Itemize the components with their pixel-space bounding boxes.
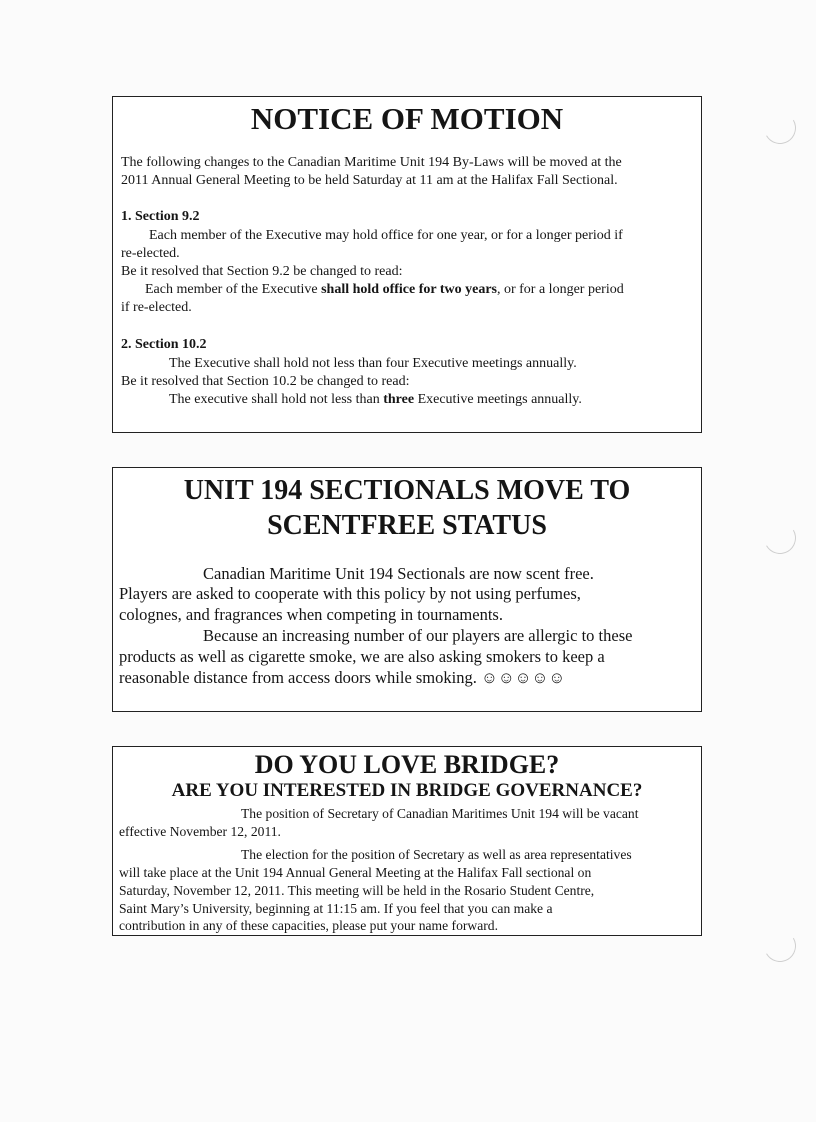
section-9-2-new-text: if re-elected. [121,300,192,315]
section-9-2-emphasis: shall hold office for two years [321,282,497,297]
section-10-2-text: The Executive shall hold not less than four Executive meetings annually. [169,356,577,371]
bridge-paragraph-line: The election for the position of Secretary as well as area representatives [241,847,632,862]
scent-title-line1: UNIT 194 SECTIONALS MOVE TO [183,475,631,506]
bridge-subtitle: ARE YOU INTERESTED IN BRIDGE GOVERNANCE? [171,780,643,801]
scent-free-box [112,467,702,712]
bridge-paragraph-line: will take place at the Unit 194 Annual General Meeting at the Halifax Fall sectional on [119,865,592,880]
section-10-2-emphasis: three [383,392,415,407]
bridge-paragraph-line: The position of Secretary of Canadian Maritimes Unit 194 will be vacant [241,806,639,821]
bridge-paragraph-line: effective November 12, 2011. [119,824,281,839]
section-10-2-heading: 2. Section 10.2 [121,337,207,352]
scent-paragraph-line: reasonable distance from access doors while smoking. ☺☺☺☺☺ [119,668,566,687]
section-9-2-text: re-elected. [121,246,180,261]
bridge-paragraph-line: Saint Mary’s University, beginning at 11:15 am. If you feel that you can make a [119,901,553,916]
section-9-2-text: Each member of the Executive may hold office for one year, or for a longer period if [149,228,623,243]
scent-paragraph-line: Canadian Maritime Unit 194 Sectionals are now scent free. [203,564,594,583]
section-10-2-new-text: The executive shall hold not less than three Executive meetings annually. [169,392,582,407]
section-9-2-new-text: Each member of the Executive shall hold office for two years, or for a longer period [145,282,624,297]
punch-hole [760,926,799,965]
bridge-paragraph-line: Saturday, November 12, 2011. This meeting will be held in the Rosario Student Centre, [119,883,595,898]
punch-hole [760,518,799,557]
scent-paragraph-line: Because an increasing number of our players are allergic to these [203,626,633,645]
bridge-governance-box [112,746,702,936]
notice-title: NOTICE OF MOTION [250,101,564,136]
bridge-title: DO YOU LOVE BRIDGE? [254,750,560,779]
scent-paragraph-line: Players are asked to cooperate with this policy by not using perfumes, [119,584,581,603]
section-9-2-heading: 1. Section 9.2 [121,209,200,224]
scent-paragraph-line: products as well as cigarette smoke, we are also asking smokers to keep a [119,647,605,666]
scent-paragraph-line: colognes, and fragrances when competing in tournaments. [119,605,503,624]
notice-of-motion-box [112,96,702,433]
punch-hole [760,108,799,147]
section-9-2-resolved: Be it resolved that Section 9.2 be changed to read: [121,264,403,279]
notice-intro-line: 2011 Annual General Meeting to be held Saturday at 11 am at the Halifax Fall Sectional. [121,173,618,188]
section-10-2-resolved: Be it resolved that Section 10.2 be changed to read: [121,374,410,389]
bridge-paragraph-line: contribution in any of these capacities, please put your name forward. [119,918,498,933]
notice-intro-line: The following changes to the Canadian Maritime Unit 194 By-Laws will be moved at the [121,155,622,170]
scent-title-line2: SCENTFREE STATUS [267,510,547,541]
